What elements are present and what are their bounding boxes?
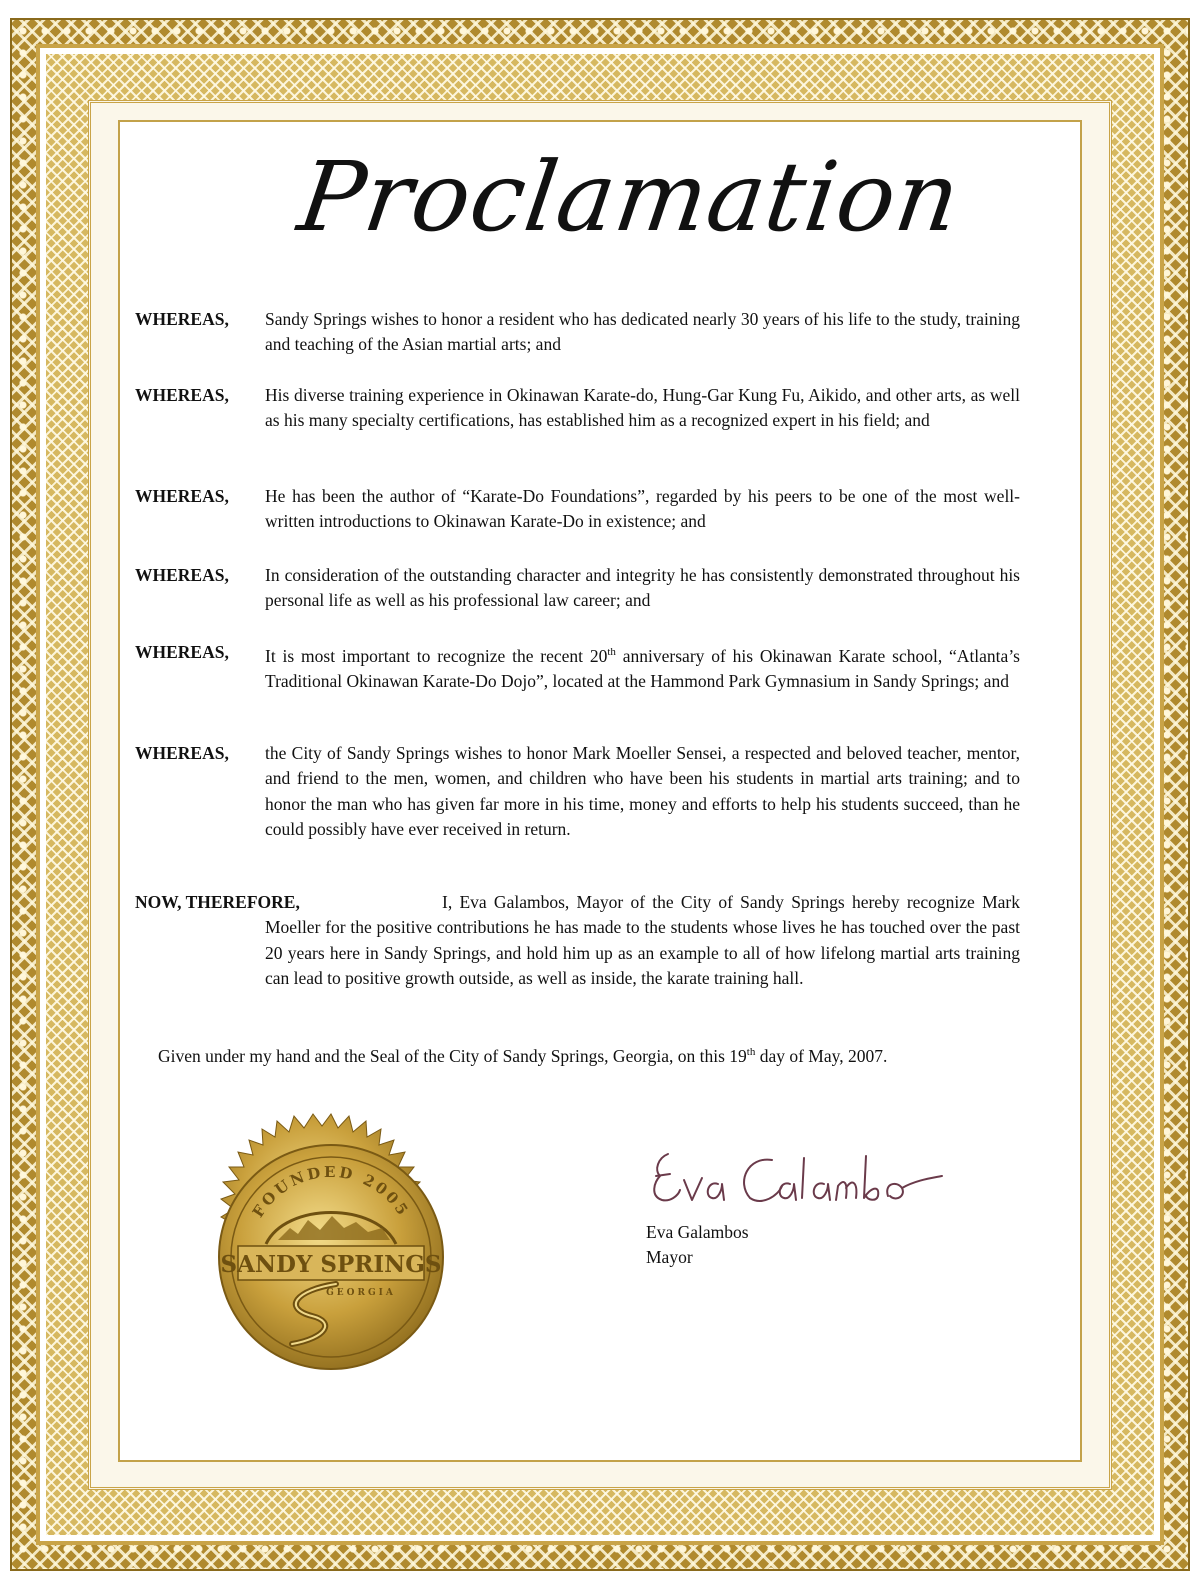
seal-sub-text: GEORGIA [326,1288,396,1298]
clause-text: His diverse training experience in Okinawan Karate-do, Hung-Gar Kung Fu, Aikido, and other arts, as well as his many specialty certifications, has established him as a recognized expert in his field; and [265,385,1020,431]
given-text-part: Given under my hand and the Seal of the City of Sandy Springs, Georgia, on this 19 [158,1045,747,1066]
clause-keyword: WHEREAS, [135,743,229,763]
given-text-part: day of May, 2007. [755,1045,888,1066]
given-statement [158,1040,1020,1069]
signer-name: Eva Galambos [646,1222,749,1242]
whereas-clause-5 [135,640,1020,695]
whereas-clause-1 [135,307,1020,358]
document-title: Proclamation [292,141,968,253]
mayor-signature [640,1140,960,1220]
clause-text-part: It is most important to recognize the recent 20 [265,645,608,666]
whereas-clause-3 [135,484,1020,535]
clause-text-part: anniversary of his Okinawan Karate school, “Atlanta’s Traditional Okinawan Karate-Do Dojo”, located at the Hammond Park Gymnasium in Sandy Springs; and [265,645,1020,692]
clause-keyword: WHEREAS, [135,642,229,662]
clause-text: He has been the author of “Karate-Do Foundations”, regarded by his peers to be one of the most well-written introductions to Okinawan Karate-Do in existence; and [265,486,1020,532]
seal-main-text: SANDY SPRINGS [220,1251,442,1278]
signer-title: Mayor [646,1247,693,1267]
clause-text: In consideration of the outstanding character and integrity he has consistently demonstrated throughout his personal life as well as his professional law career; and [265,565,1020,611]
clause-text: the City of Sandy Springs wishes to honor Mark Moeller Sensei, a respected and beloved teacher, mentor, and friend to the men, women, and children who have been his students in martial arts training; and to honor the man who has given far more in his time, money and efforts to help his students succeed, than he could possibly have ever received in return. [265,743,1020,840]
clause-keyword: WHEREAS, [135,486,229,506]
ordinal-suffix: th [746,1046,756,1058]
clause-keyword: WHEREAS, [135,385,229,405]
whereas-clause-2 [135,383,1020,434]
now-therefore-clause [135,890,1020,992]
ordinal-suffix: th [607,646,616,658]
city-seal [186,1112,476,1402]
seal-top-text: FOUNDED 2005 [248,1162,414,1221]
clause-keyword: WHEREAS, [135,565,229,585]
clause-text: Sandy Springs wishes to honor a resident who has dedicated nearly 30 years of his life to the study, training and teaching of the Asian martial arts; and [265,309,1020,355]
whereas-clause-4 [135,563,1020,614]
clause-text: I, Eva Galambos, Mayor of the City of Sandy Springs hereby recognize Mark Moeller for the positive contributions he has made to the students whose lives he has touched over the past 20 years here in Sandy Springs, and hold him up as an example to all of how lifelong martial arts training can lead to positive growth outside, as well as inside, the karate training hall. [265,892,1020,989]
clause-text [135,640,1020,695]
clause-keyword: NOW, THEREFORE, [135,892,300,912]
whereas-clause-6 [135,741,1020,843]
clause-keyword: WHEREAS, [135,309,229,329]
